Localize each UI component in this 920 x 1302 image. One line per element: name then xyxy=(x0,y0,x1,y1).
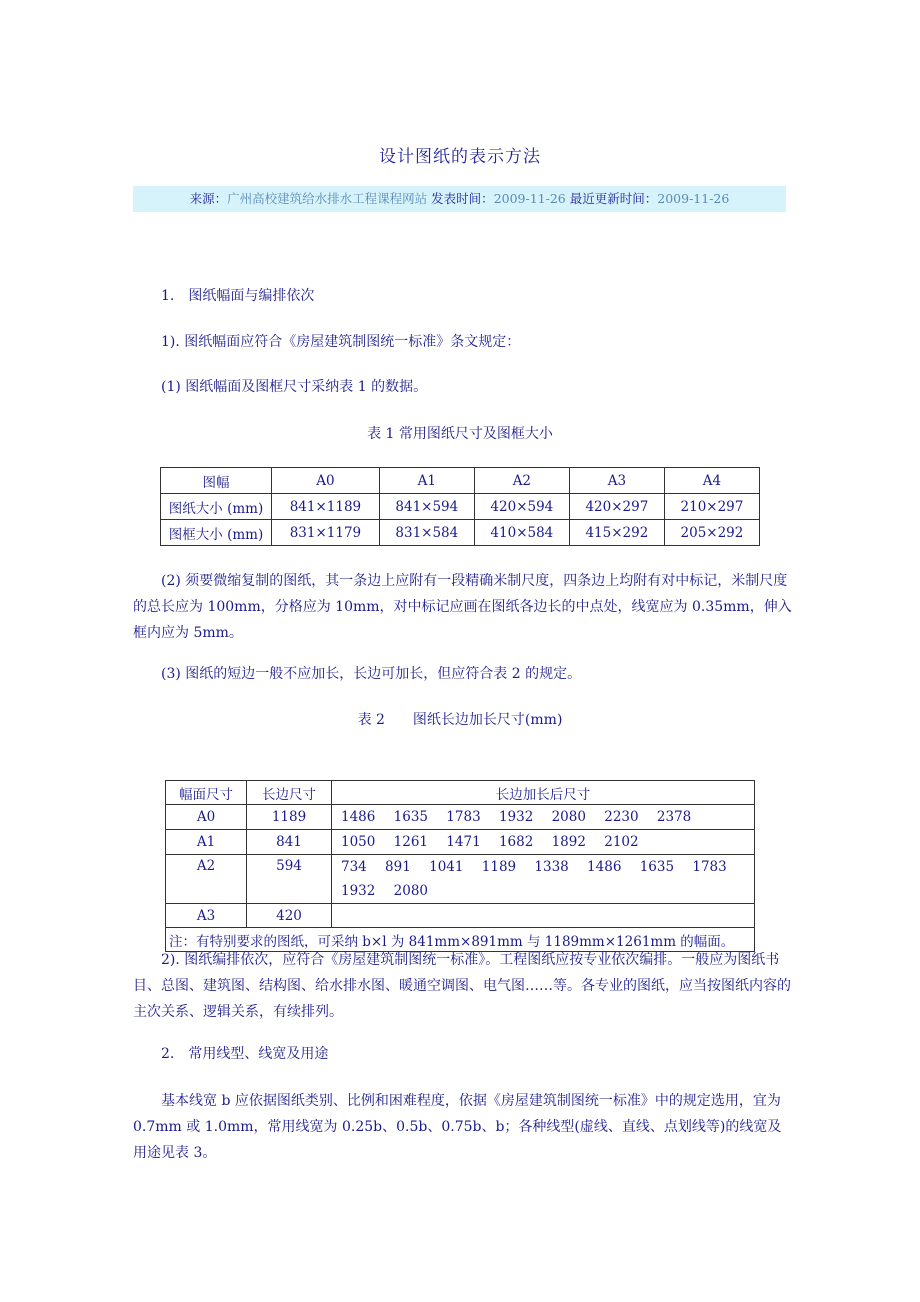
table-cell: 415×292 xyxy=(569,520,664,546)
table-cell: 420 xyxy=(247,904,332,928)
updated-date: 2009-11-26 xyxy=(657,191,730,206)
paragraph-2: (1) 图纸幅面及图框尺寸采纳表 1 的数据。 xyxy=(161,379,428,395)
table-cell: 205×292 xyxy=(664,520,759,546)
table-cell: 长边加长后尺寸 xyxy=(332,781,755,805)
table-row xyxy=(166,805,755,830)
table-header-row xyxy=(166,781,755,805)
source-value[interactable]: 广州高校建筑给水排水工程课程网站 xyxy=(227,191,428,206)
table1-caption: 表 1 常用图纸尺寸及图框大小 xyxy=(367,426,553,442)
published-date: 2009-11-26 xyxy=(493,191,566,206)
section-heading-1: 1. 图纸幅面与编排依次 xyxy=(161,288,315,304)
table-header-row xyxy=(161,468,760,494)
table-cell: 410×584 xyxy=(474,520,569,546)
table-cell: 841×594 xyxy=(379,494,474,520)
table-row xyxy=(166,830,755,855)
table-cell: 734 891 1041 1189 1338 1486 1635 1783 1932 2080 xyxy=(332,855,755,904)
table-cell: A2 xyxy=(474,468,569,494)
table-long-side-extension xyxy=(165,780,755,952)
source-label: 来源： xyxy=(189,191,228,206)
table-cell: 幅面尺寸 xyxy=(166,781,247,805)
table-cell: 210×297 xyxy=(664,494,759,520)
table-row xyxy=(161,494,760,520)
table-cell: 图幅 xyxy=(161,468,272,494)
table-cell: A2 xyxy=(166,855,247,904)
table-cell: A1 xyxy=(379,468,474,494)
paragraph-6: 基本线宽 b 应依据图纸类别、比例和困难程度，依据《房屋建筑制图统一标准》中的规定选用，宜为 0.7mm 或 1.0mm，常用线宽为 0.25b、0.5b、0.75b、b；各种线型(虚线、直线、点划线等)的线宽及用途见表 3。 xyxy=(133,1093,782,1161)
table-cell: 1486 1635 1783 1932 2080 2230 2378 xyxy=(332,805,755,830)
table-note: 注：有特别要求的图纸，可采纳 b×l 为 841mm×891mm 与 1189mm×1261mm 的幅面。 xyxy=(166,928,755,952)
table-paper-sizes xyxy=(160,467,760,546)
table-row xyxy=(166,904,755,928)
table-cell: 841×1189 xyxy=(272,494,380,520)
table-cell: 841 xyxy=(247,830,332,855)
published-label: 发表时间： xyxy=(431,191,494,206)
table-cell: 图纸大小 (mm) xyxy=(161,494,272,520)
table-cell: A1 xyxy=(166,830,247,855)
table-cell: 420×594 xyxy=(474,494,569,520)
table-cell: 420×297 xyxy=(569,494,664,520)
section-heading-2: 2. 常用线型、线宽及用途 xyxy=(161,1046,329,1062)
paragraph-1: 1). 图纸幅面应符合《房屋建筑制图统一标准》条文规定： xyxy=(161,334,521,350)
table2-caption: 表 2 图纸长边加长尺寸(mm) xyxy=(357,712,563,728)
paragraph-5: 2). 图纸编排依次，应符合《房屋建筑制图统一标准》。工程图纸应按专业依次编排。一般应为图纸书目、总图、建筑图、结构图、给水排水图、暖通空调图、电气图……等。各专业的图纸，应当按图纸内容的主次关系、逻辑关系，有续排列。 xyxy=(133,952,791,1020)
table-cell: A0 xyxy=(272,468,380,494)
table-cell xyxy=(332,904,755,928)
table-cell: A0 xyxy=(166,805,247,830)
updated-label: 最近更新时间： xyxy=(569,191,658,206)
table-cell: 594 xyxy=(247,855,332,904)
table-cell: 图框大小 (mm) xyxy=(161,520,272,546)
table-cell: A4 xyxy=(664,468,759,494)
table-cell: 1050 1261 1471 1682 1892 2102 xyxy=(332,830,755,855)
table-cell: 831×1179 xyxy=(272,520,380,546)
table-cell: A3 xyxy=(569,468,664,494)
paragraph-3: (2) 须要微缩复制的图纸，其一条边上应附有一段精确米制尺度，四条边上均附有对中标记，米制尺度的总长应为 100mm，分格应为 10mm，对中标记应画在图纸各边长的中点处，线宽应为 0.35mm，伸入框内应为 5mm。 xyxy=(133,573,792,641)
paragraph-4: (3) 图纸的短边一般不应加长，长边可加长，但应符合表 2 的规定。 xyxy=(161,666,582,682)
table-cell: 长边尺寸 xyxy=(247,781,332,805)
table-cell: 831×584 xyxy=(379,520,474,546)
table-cell: A3 xyxy=(166,904,247,928)
table-row xyxy=(166,855,755,904)
table-row xyxy=(161,520,760,546)
table-cell: 1189 xyxy=(247,805,332,830)
page-title: 设计图纸的表示方法 xyxy=(379,147,541,167)
meta-bar xyxy=(133,186,786,212)
